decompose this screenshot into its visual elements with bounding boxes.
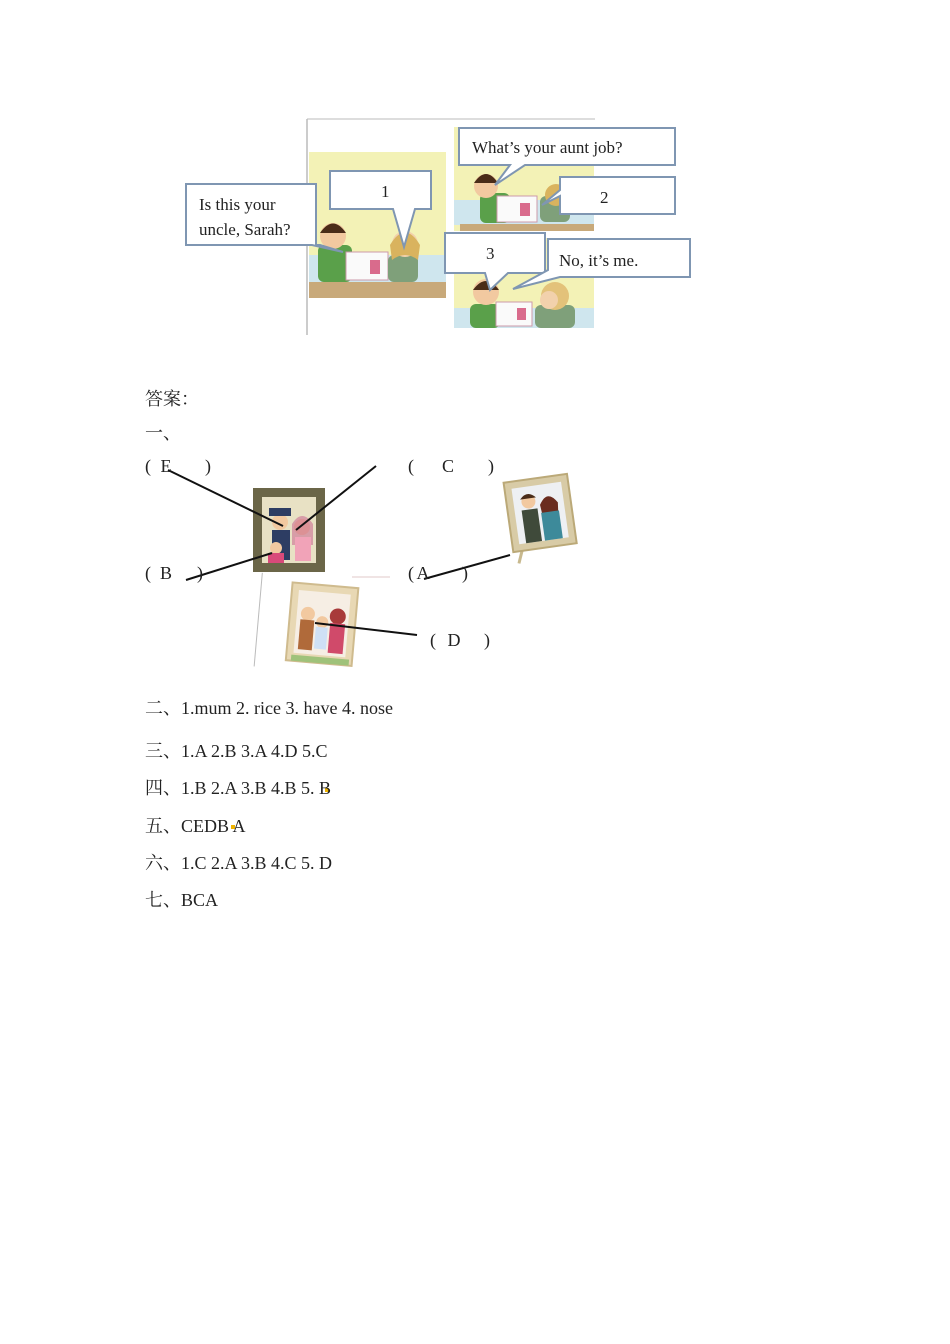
bubble-top-right-text: What’s your aunt job? xyxy=(472,138,623,157)
match-d: ( D ) xyxy=(430,630,490,650)
bubble-left-line1: Is this your xyxy=(199,195,276,214)
bubble-no-text: No, it’s me. xyxy=(559,251,639,270)
couple-photo-frame xyxy=(504,474,579,564)
bubble-2 xyxy=(542,177,675,214)
match-a: ( A ) xyxy=(408,563,468,583)
bubble-2-text: 2 xyxy=(600,188,609,207)
match-b: ( B ) xyxy=(145,563,203,583)
match-c: ( C ) xyxy=(408,456,494,476)
answer-line-3: 三、1.A 2.B 3.A 4.D 5.C xyxy=(145,741,328,761)
kids-photo-frame xyxy=(254,573,359,675)
answer-line-7: 七、BCA xyxy=(145,890,219,910)
answer-line-6: 六、1.C 2.A 3.B 4.C 5. D xyxy=(145,853,333,873)
answers-heading: 答案： xyxy=(145,389,199,410)
section1-label: 一、 xyxy=(145,423,181,444)
bubble-left-line2: uncle, Sarah? xyxy=(199,220,291,239)
answer-line-5: 五、CEDB A xyxy=(145,816,246,836)
bubble-3-text: 3 xyxy=(486,244,495,263)
answer-line-2: 二、1.mum 2. rice 3. have 4. nose xyxy=(145,698,393,718)
answer-line-4: 四、1.B 2.A 3.B 4.B 5. B xyxy=(145,778,332,798)
bubble-1-text: 1 xyxy=(381,182,390,201)
match-e: ( E ) xyxy=(145,456,211,476)
family-photo-frame xyxy=(253,488,325,572)
